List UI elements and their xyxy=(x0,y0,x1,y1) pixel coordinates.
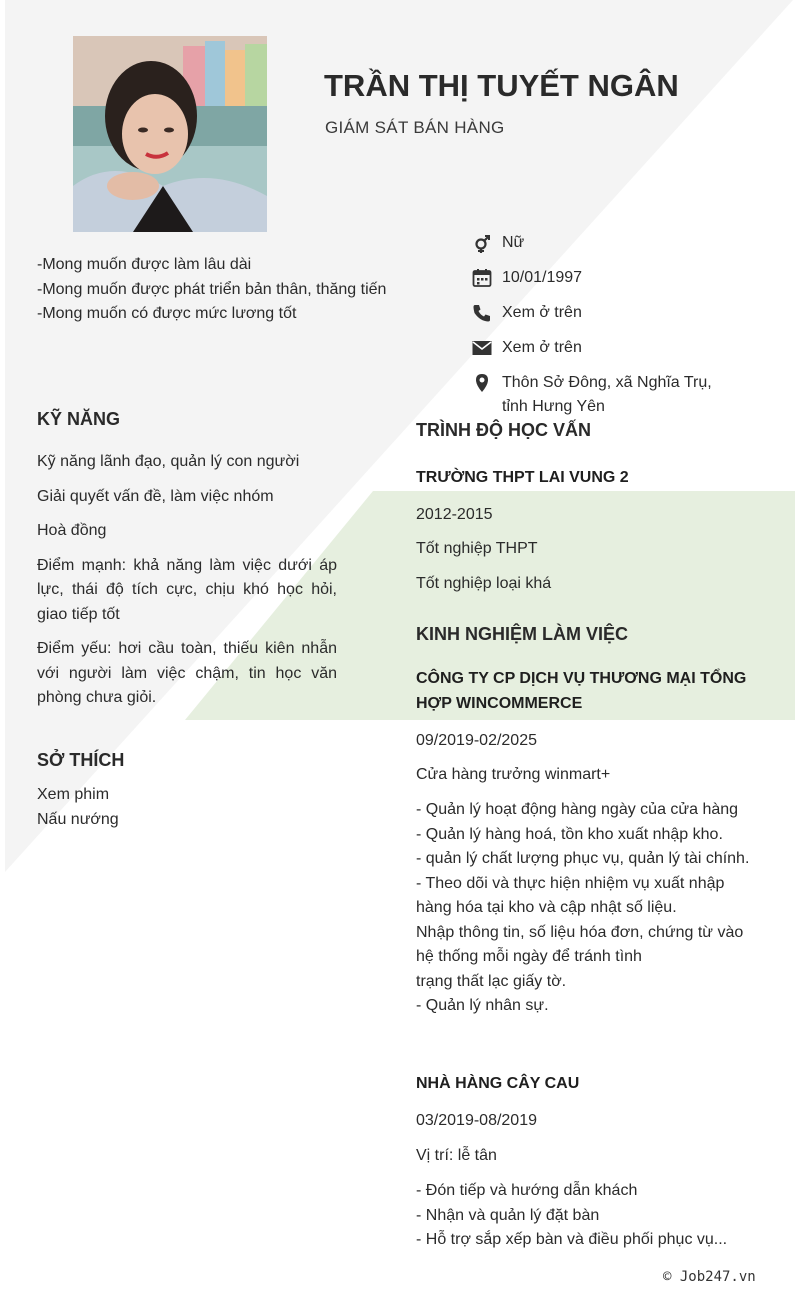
contact-phone xyxy=(472,301,772,325)
job-detail-line: - Nhận và quản lý đặt bàn xyxy=(416,1206,600,1224)
contact-birthday xyxy=(472,266,772,290)
job-detail-line: trạng thất lạc giấy tờ. xyxy=(416,972,567,990)
objective-line: -Mong muốn được làm lâu dài xyxy=(37,256,252,273)
birthday-value: 10/01/1997 xyxy=(502,269,583,286)
skill-item: Điểm yếu: hơi cầu toàn, thiếu kiên nhẫn với người làm việc chậm, tin học văn phòng chưa giỏi. xyxy=(37,640,337,706)
hobby-item: Xem phim xyxy=(37,786,110,803)
job-title: GIÁM SÁT BÁN HÀNG xyxy=(325,118,505,137)
job-detail-line: Nhập thông tin, số liệu hóa đơn, chứng từ vào xyxy=(416,923,744,941)
contact-info xyxy=(472,231,772,419)
job-details xyxy=(416,798,781,1019)
location-pin-icon xyxy=(472,371,502,395)
company-name-line: CÔNG TY CP DỊCH VỤ THƯƠNG MẠI TỔNG xyxy=(416,670,747,687)
education-title: TRÌNH ĐỘ HỌC VẤN xyxy=(416,420,591,440)
address-value xyxy=(502,371,712,419)
job-detail-line: - Đón tiếp và hướng dẫn khách xyxy=(416,1182,638,1199)
job-detail-line: - Hỗ trợ sắp xếp bàn và điều phối phục vụ... xyxy=(416,1231,728,1248)
job-details xyxy=(416,1179,781,1253)
gender-icon xyxy=(472,231,502,255)
company-name: NHÀ HÀNG CÂY CAU xyxy=(416,1075,580,1092)
skill-item: Kỹ năng lãnh đạo, quản lý con người xyxy=(37,453,300,470)
contact-email xyxy=(472,336,772,360)
experience-title: KINH NGHIỆM LÀM VIỆC xyxy=(416,624,629,644)
job-period: 03/2019-08/2019 xyxy=(416,1112,537,1129)
job-period: 09/2019-02/2025 xyxy=(416,732,537,749)
education-period: 2012-2015 xyxy=(416,506,493,523)
education-degree: Tốt nghiệp THPT xyxy=(416,540,538,557)
job-detail-line: hàng hóa tại kho và cập nhật số liệu. xyxy=(416,899,677,916)
skill-item: Điểm mạnh: khả năng làm việc dưới áp lực, thái độ tích cực, chịu khó học hỏi, giao tiếp tốt xyxy=(37,556,337,623)
gender-value: Nữ xyxy=(502,234,525,251)
job-position: Cửa hàng trưởng winmart+ xyxy=(416,766,611,783)
calendar-icon xyxy=(472,266,502,290)
email-icon xyxy=(472,336,502,360)
company-name xyxy=(416,666,781,716)
phone-value: Xem ở trên xyxy=(502,304,582,321)
career-objective xyxy=(37,253,392,327)
objective-line: -Mong muốn có được mức lương tốt xyxy=(37,305,297,322)
job-detail-line: hệ thống mỗi ngày để tránh tình xyxy=(416,948,642,965)
candidate-name: TRẦN THỊ TUYẾT NGÂN xyxy=(324,68,679,103)
job-detail-line: - Quản lý hàng hoá, tồn kho xuất nhập kho. xyxy=(416,825,723,843)
address-line: Thôn Sở Đông, xã Nghĩa Trụ, xyxy=(502,374,712,391)
job-detail-line: - Theo dõi và thực hiện nhiệm vụ xuất nhập xyxy=(416,874,725,892)
job-position: Vị trí: lễ tân xyxy=(416,1147,497,1164)
skills-title: KỸ NĂNG xyxy=(37,409,121,429)
address-line: tỉnh Hưng Yên xyxy=(502,398,605,415)
skills-list xyxy=(37,450,337,721)
copyright-link[interactable]: © Job247.vn xyxy=(663,1269,756,1285)
school-name: TRƯỜNG THPT LAI VUNG 2 xyxy=(416,469,629,486)
phone-icon xyxy=(472,301,502,325)
skill-item: Giải quyết vấn đề, làm việc nhóm xyxy=(37,487,274,505)
objective-line: -Mong muốn được phát triển bản thân, thăng tiến xyxy=(37,280,387,298)
avatar xyxy=(73,36,267,232)
education-note: Tốt nghiệp loại khá xyxy=(416,575,552,592)
job-detail-line: - Quản lý nhân sự. xyxy=(416,997,549,1014)
job-detail-line: - Quản lý hoạt động hàng ngày của cửa hàng xyxy=(416,801,739,818)
company-name-line: HỢP WINCOMMERCE xyxy=(416,695,583,712)
hobby-item: Nấu nướng xyxy=(37,810,119,828)
contact-gender xyxy=(472,231,772,255)
email-value: Xem ở trên xyxy=(502,339,582,356)
hobbies-list xyxy=(37,783,119,832)
hobbies-title: SỞ THÍCH xyxy=(37,750,125,770)
job-detail-line: - quản lý chất lượng phục vụ, quản lý tài chính. xyxy=(416,850,750,867)
contact-address xyxy=(472,371,772,419)
skill-item: Hoà đồng xyxy=(37,522,107,539)
